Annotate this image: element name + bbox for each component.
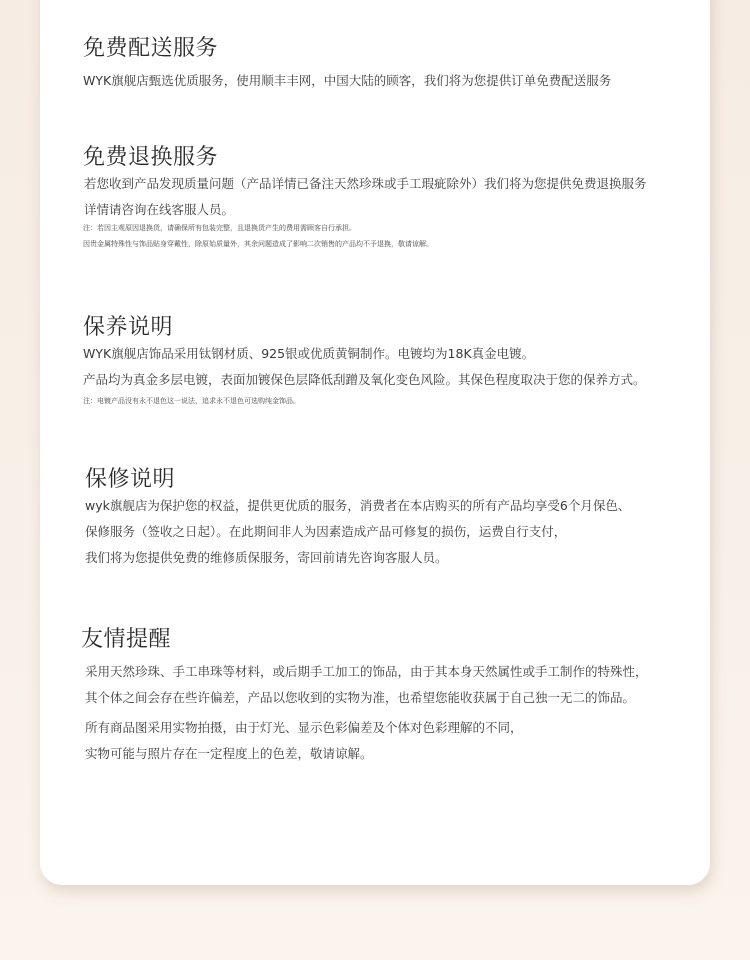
section-note: 注：若因主观原因退换货，请确保所有包装完整，且退换货产生的费用需顾客自行承担。 [83, 224, 356, 232]
section-text: WYK旗舰店饰品采用钛钢材质、925银或优质黄铜制作。电镀均为18K真金电镀。 [83, 346, 535, 361]
section-friendly-reminder [40, 625, 710, 767]
section-text: 其个体之间会存在些许偏差，产品以您收到的实物为准，也希望您能收获属于自己独一无二的饰品。 [85, 690, 636, 705]
section-care-instructions [40, 313, 710, 409]
section-text: 保修服务（签收之日起）。在此期间非人为因素造成产品可修复的损伤，运费自行支付， [85, 524, 567, 539]
section-note: 注：电镀产品没有永不退色这一说法，追求永不退色可选购纯金饰品。 [83, 397, 300, 405]
section-title: 友情提醒 [81, 627, 172, 652]
section-title: 免费退换服务 [83, 145, 219, 170]
section-text: 产品均为真金多层电镀，表面加镀保色层降低刮蹭及氧化变色风险。其保色程度取决于您的保养方式。 [83, 372, 646, 387]
section-text: 采用天然珍珠、手工串珠等材料，或后期手工加工的饰品，由于其本身天然属性或手工制作的特殊性， [85, 664, 648, 679]
section-text: 所有商品图采用实物拍摄，由于灯光、显示色彩偏差及个体对色彩理解的不同， [85, 720, 523, 735]
section-text: 实物可能与照片存在一定程度上的色差，敬请谅解。 [85, 746, 373, 761]
section-warranty [40, 465, 710, 571]
section-text: 详情请咨询在线客服人员。 [84, 202, 235, 217]
section-text: 若您收到产品发现质量问题（产品详情已备注天然珍珠或手工瑕疵除外）我们将为您提供免费退换服务 [84, 176, 647, 191]
section-free-shipping [40, 34, 710, 94]
section-text: wyk旗舰店为保护您的权益，提供更优质的服务，消费者在本店购买的所有产品均享受6个月保色、 [85, 498, 631, 513]
section-note: 因贵金属特殊性与饰品贴身穿戴性，除原始质量外，其余问题造成了影响二次销售的产品均不予退换，敬请谅解。 [83, 240, 433, 248]
section-text: WYK旗舰店甄选优质服务，使用顺丰丰网，中国大陆的顾客，我们将为您提供订单免费配送服务 [83, 73, 612, 88]
section-text: 我们将为您提供免费的维修质保服务，寄回前请先咨询客服人员。 [85, 550, 448, 565]
section-title: 保修说明 [85, 467, 176, 492]
section-title: 保养说明 [83, 315, 174, 340]
section-free-returns [40, 143, 710, 252]
section-title: 免费配送服务 [83, 36, 219, 61]
info-card [40, 0, 710, 885]
